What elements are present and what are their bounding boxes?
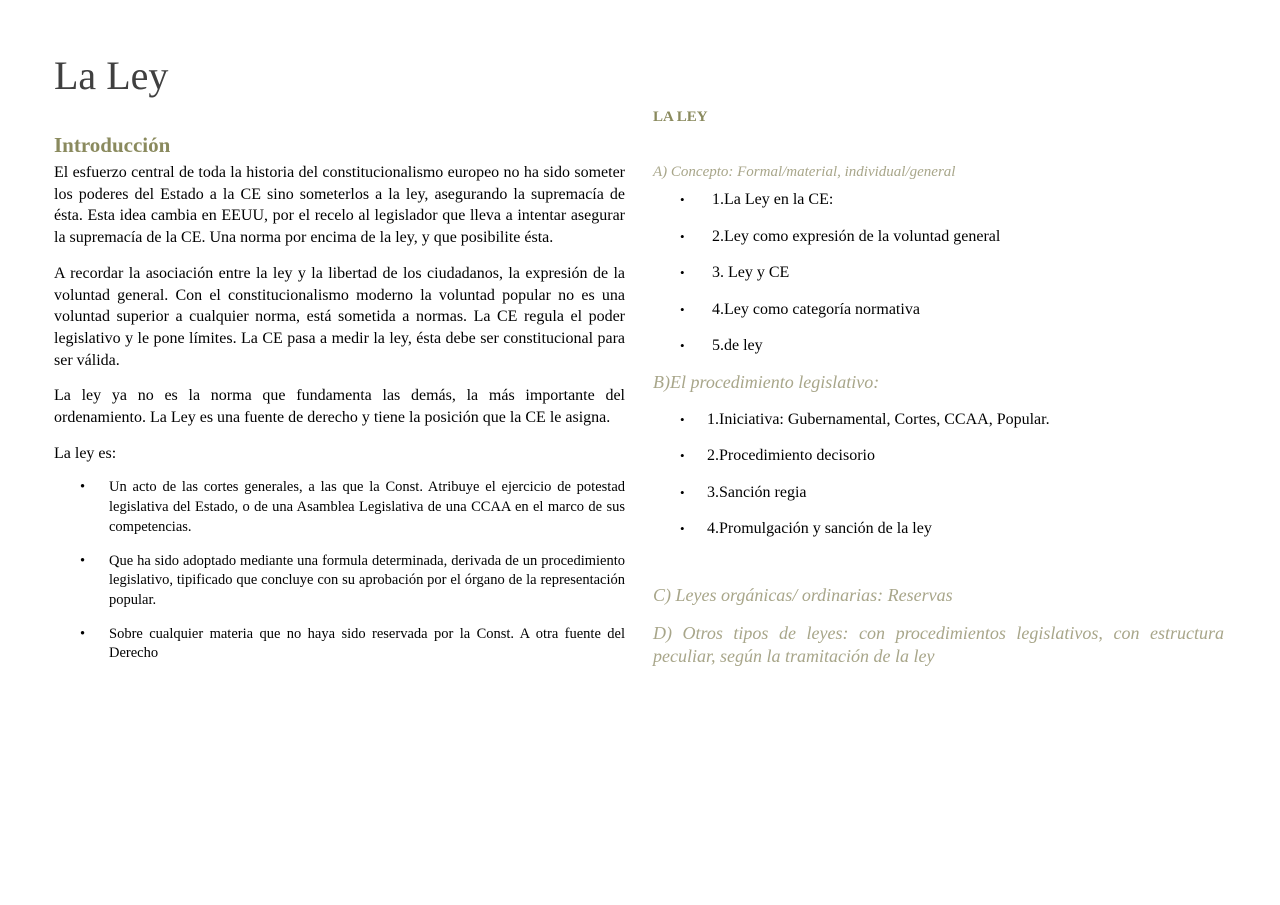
section-a-list: [653, 188, 1224, 371]
list-item: [653, 334, 1224, 371]
section-b-title: B)El procedimiento legislativo:: [653, 371, 880, 392]
section-b-list: [653, 408, 1224, 554]
bullet-icon: •: [680, 521, 685, 536]
list-item: [54, 552, 625, 611]
list-item-text: 2.Ley como expresión de la voluntad general: [712, 227, 1001, 245]
bullet-icon: •: [680, 228, 685, 244]
list-item: [54, 625, 625, 664]
bullet-icon: •: [80, 479, 86, 496]
list-item-text: 1.Iniciativa: Gubernamental, Cortes, CCAA, Popular.: [707, 410, 1050, 428]
list-item: [653, 444, 1224, 481]
bullet-icon: •: [680, 448, 685, 463]
list-item-text: Que ha sido adoptado mediante una formula determinada, derivada de un procedimiento legislativo, tipificado que concluye con su aprobación por el órgano de la representación popular.: [109, 552, 625, 608]
list-item-text: 3.Sanción regia: [707, 483, 807, 501]
section-heading-introduccion: Introducción: [54, 133, 171, 157]
section-a-title: A) Concepto: Formal/material, individual/general: [653, 164, 956, 180]
right-column: [653, 106, 1224, 668]
list-item-text: 1.La Ley en la CE:: [712, 191, 834, 208]
list-item: [653, 298, 1224, 335]
list-item: [653, 517, 1224, 554]
list-item: [653, 481, 1224, 518]
section-c-title: C) Leyes orgánicas/ ordinarias: Reservas: [653, 584, 953, 605]
list-item-text: 3. Ley y CE: [712, 264, 790, 281]
list-item-text: 4.Ley como categoría normativa: [712, 300, 920, 318]
list-item-text: Sobre cualquier materia que no haya sido reservada por la Const. A otra fuente del Derecho: [109, 625, 625, 662]
bullet-icon: •: [680, 265, 685, 280]
paragraph: La ley ya no es la norma que fundamenta las demás, la más importante del ordenamiento. La Ley es una fuente de derecho y tiene la posición que la CE le asigna.: [54, 387, 625, 427]
list-item-text: 5.de ley: [712, 337, 763, 354]
list-item-text: 4.Promulgación y sanción de la ley: [707, 520, 932, 537]
intro-line: La ley es:: [54, 444, 117, 462]
list-item-text: 2.Procedimiento decisorio: [707, 447, 875, 464]
list-item-text: Un acto de las cortes generales, a las que la Const. Atribuye el ejercicio de potestad legislativa del Estado, o de una Asamblea Legislativa de una CCAA en el marco de sus competencias.: [109, 479, 625, 535]
bullet-icon: •: [80, 625, 86, 642]
paragraph: A recordar la asociación entre la ley y la libertad de los ciudadanos, la expresión de la voluntad general. Con el constitucionalismo moderno la voluntad popular no es una voluntad superior a cualquier norma, está sometida a normas. La CE regula el poder legislativo y le pone límites. La CE pasa a medir la ley, ésta debe ser constitucional para ser válida.: [54, 264, 625, 369]
bullet-icon: •: [680, 338, 685, 353]
bullet-icon: •: [680, 484, 685, 500]
list-item: [653, 188, 1224, 225]
list-item: [653, 408, 1224, 445]
definition-list: [54, 478, 625, 664]
bullet-icon: •: [80, 552, 86, 569]
list-item: [54, 478, 625, 537]
outline-heading: LA LEY: [653, 109, 708, 125]
section-d-title: D) Otros tipos de leyes: con procedimientos legislativos, con estructura peculiar, según la tramitación de la ley: [653, 622, 1224, 666]
left-column: [54, 130, 625, 678]
bullet-icon: •: [680, 301, 685, 317]
paragraph: El esfuerzo central de toda la historia del constitucionalismo europeo no ha sido someter los poderes del Estado a la CE sino someterlos a la ley, asegurando la supremacía de ésta. Esta idea cambia en EEUU, por el recelo al legislador que lleva a intentar asegurar la supremacía de la CE. Una norma por encima de la ley, y que posibilite ésta.: [54, 164, 625, 247]
bullet-icon: •: [680, 192, 685, 207]
list-item: [653, 225, 1224, 262]
page-title: La Ley: [54, 53, 169, 98]
bullet-icon: •: [680, 411, 685, 427]
list-item: [653, 261, 1224, 298]
